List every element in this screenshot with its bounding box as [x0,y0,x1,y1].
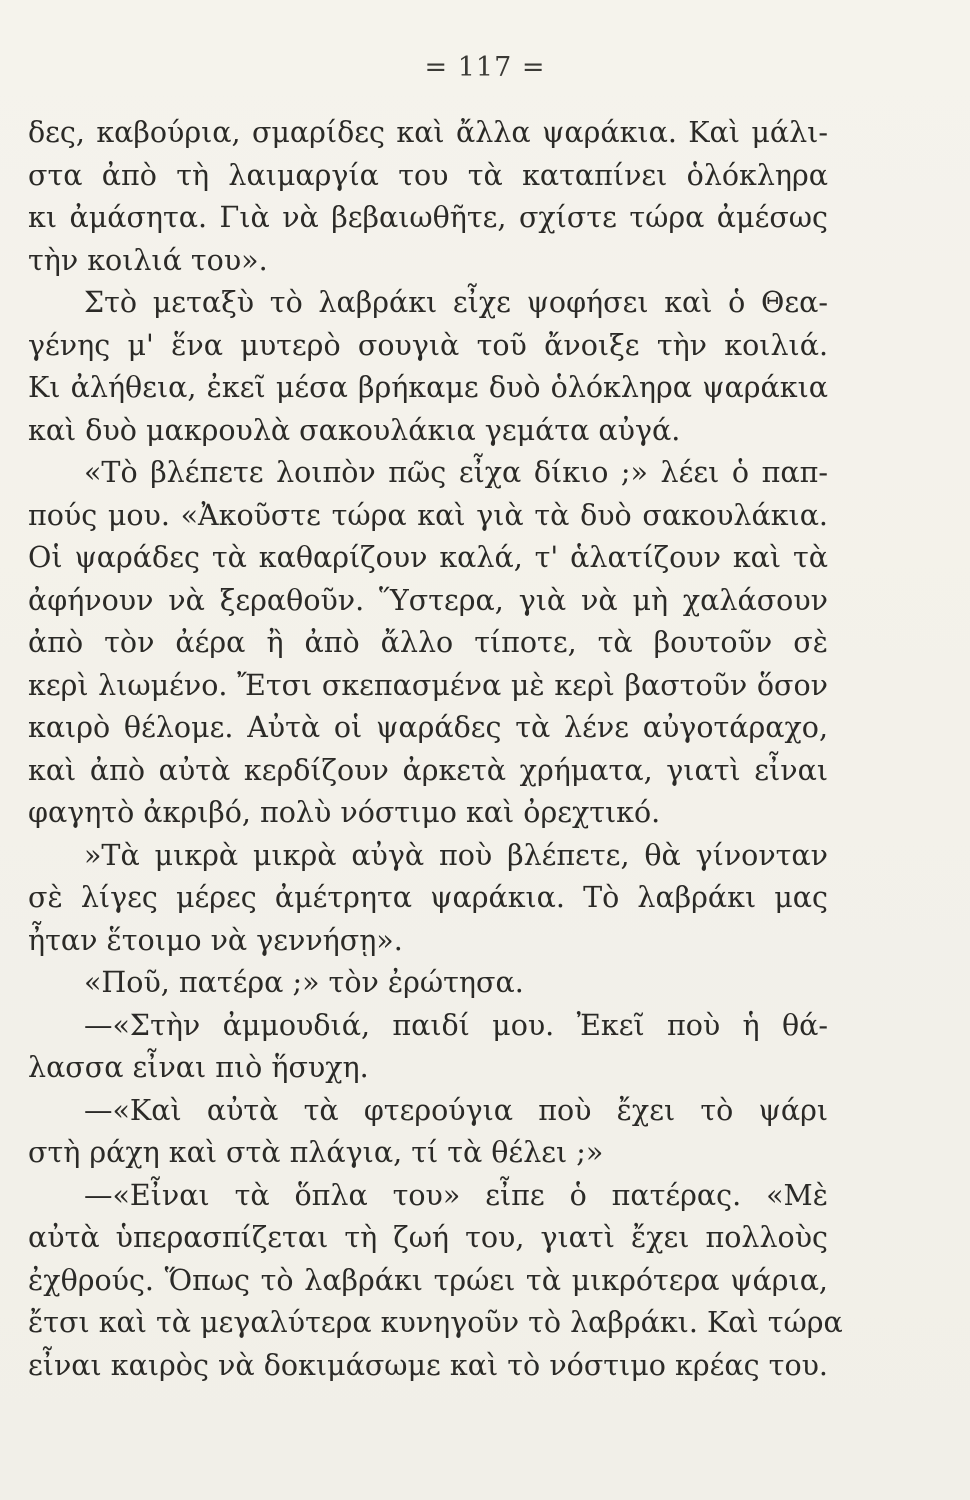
text-line: Οἱ ψαράδες τὰ καθαρίζουν καλά, τ' ἁλατίζουν καὶ τὰ [28,541,828,574]
text-line: —«Στὴν ἀμμουδιά, παιδί μου. Ἐκεῖ ποὺ ἡ θά- [84,1008,828,1042]
text-line: ἀφήνουν νὰ ξεραθοῦν. Ὕστερα, γιὰ νὰ μὴ χαλάσουν [28,583,828,617]
text-line: λασσα εἶναι πιὸ ἥσυχη. [28,1051,369,1084]
text-line: φαγητὸ ἀκριβό, πολὺ νόστιμο καὶ ὀρεχτικό. [28,796,661,829]
text-line: ἀπὸ τὸν ἀέρα ἢ ἀπὸ ἄλλο τίποτε, τὰ βουτοῦν σὲ [28,626,828,659]
text-line: «Ποῦ, πατέρα ;» τὸν ἐρώτησα. [84,966,524,999]
text-line: —«Καὶ αὐτὰ τὰ φτερούγια ποὺ ἔχει τὸ ψάρι [84,1093,828,1127]
text-line: Στὸ μεταξὺ τὸ λαβράκι εἶχε ψοφήσει καὶ ὁ Θεα- [84,286,828,319]
text-line: Κι ἀλήθεια, ἐκεῖ μέσα βρήκαμε δυὸ ὁλόκληρα ψαράκια [28,371,828,404]
text-line: ἦταν ἕτοιμο νὰ γεννήσῃ». [28,923,403,957]
text-line: —«Εἶναι τὰ ὅπλα του» εἶπε ὁ πατέρας. «Μὲ [84,1178,828,1212]
text-line: καὶ δυὸ μακρουλὰ σακουλάκια γεμάτα αὐγά. [28,413,681,447]
text-line: κερὶ λιωμένο. Ἔτσι σκεπασμένα μὲ κερὶ βαστοῦν ὅσον [28,668,828,702]
text-line: πούς μου. «Ἀκοῦστε τώρα καὶ γιὰ τὰ δυὸ σακουλάκια. [28,498,828,532]
page-number: = 117 = [424,52,546,83]
text-line: γένης μ' ἕνα μυτερὸ σουγιὰ τοῦ ἄνοιξε τὴν κοιλιά. [28,328,828,362]
text-line: καιρὸ θέλομε. Αὐτὰ οἱ ψαράδες τὰ λένε αὐγοτάραχο, [28,711,828,744]
text-line: στα ἀπὸ τὴ λαιμαργία του τὰ καταπίνει ὁλόκληρα [28,158,828,192]
text-line: στὴ ράχη καὶ στὰ πλάγια, τί τὰ θέλει ;» [28,1136,604,1169]
text-line: σὲ λίγες μέρες ἀμέτρητα ψαράκια. Τὸ λαβράκι μας [28,881,828,914]
body-text [28,112,843,1387]
text-line: τὴν κοιλιά του». [28,243,268,277]
text-line: κι ἀμάσητα. Γιὰ νὰ βεβαιωθῆτε, σχίστε τώρα ἀμέσως [28,201,828,234]
text-line: ἐχθρούς. Ὅπως τὸ λαβράκι τρώει τὰ μικρότερα ψάρια, [28,1263,828,1297]
text-line: εἶναι καιρὸς νὰ δοκιμάσωμε καὶ τὸ νόστιμο κρέας του. [28,1348,828,1382]
text-line: αὐτὰ ὑπερασπίζεται τὴ ζωή του, γιατὶ ἔχει πολλοὺς [28,1221,828,1254]
text-line: «Τὸ βλέπετε λοιπὸν πῶς εἶχα δίκιο ;» λέει ὁ παπ- [84,456,828,489]
text-line: »Τὰ μικρὰ μικρὰ αὐγὰ ποὺ βλέπετε, θὰ γίνονταν [84,838,828,872]
text-line: καὶ ἀπὸ αὐτὰ κερδίζουν ἀρκετὰ χρήματα, γιατὶ εἶναι [28,753,828,787]
text-line: ἔτσι καὶ τὰ μεγαλύτερα κυνηγοῦν τὸ λαβράκι. Καὶ τώρα [28,1306,843,1339]
text-line: δες, καβούρια, σμαρίδες καὶ ἄλλα ψαράκια. Καὶ μάλι- [28,116,828,149]
